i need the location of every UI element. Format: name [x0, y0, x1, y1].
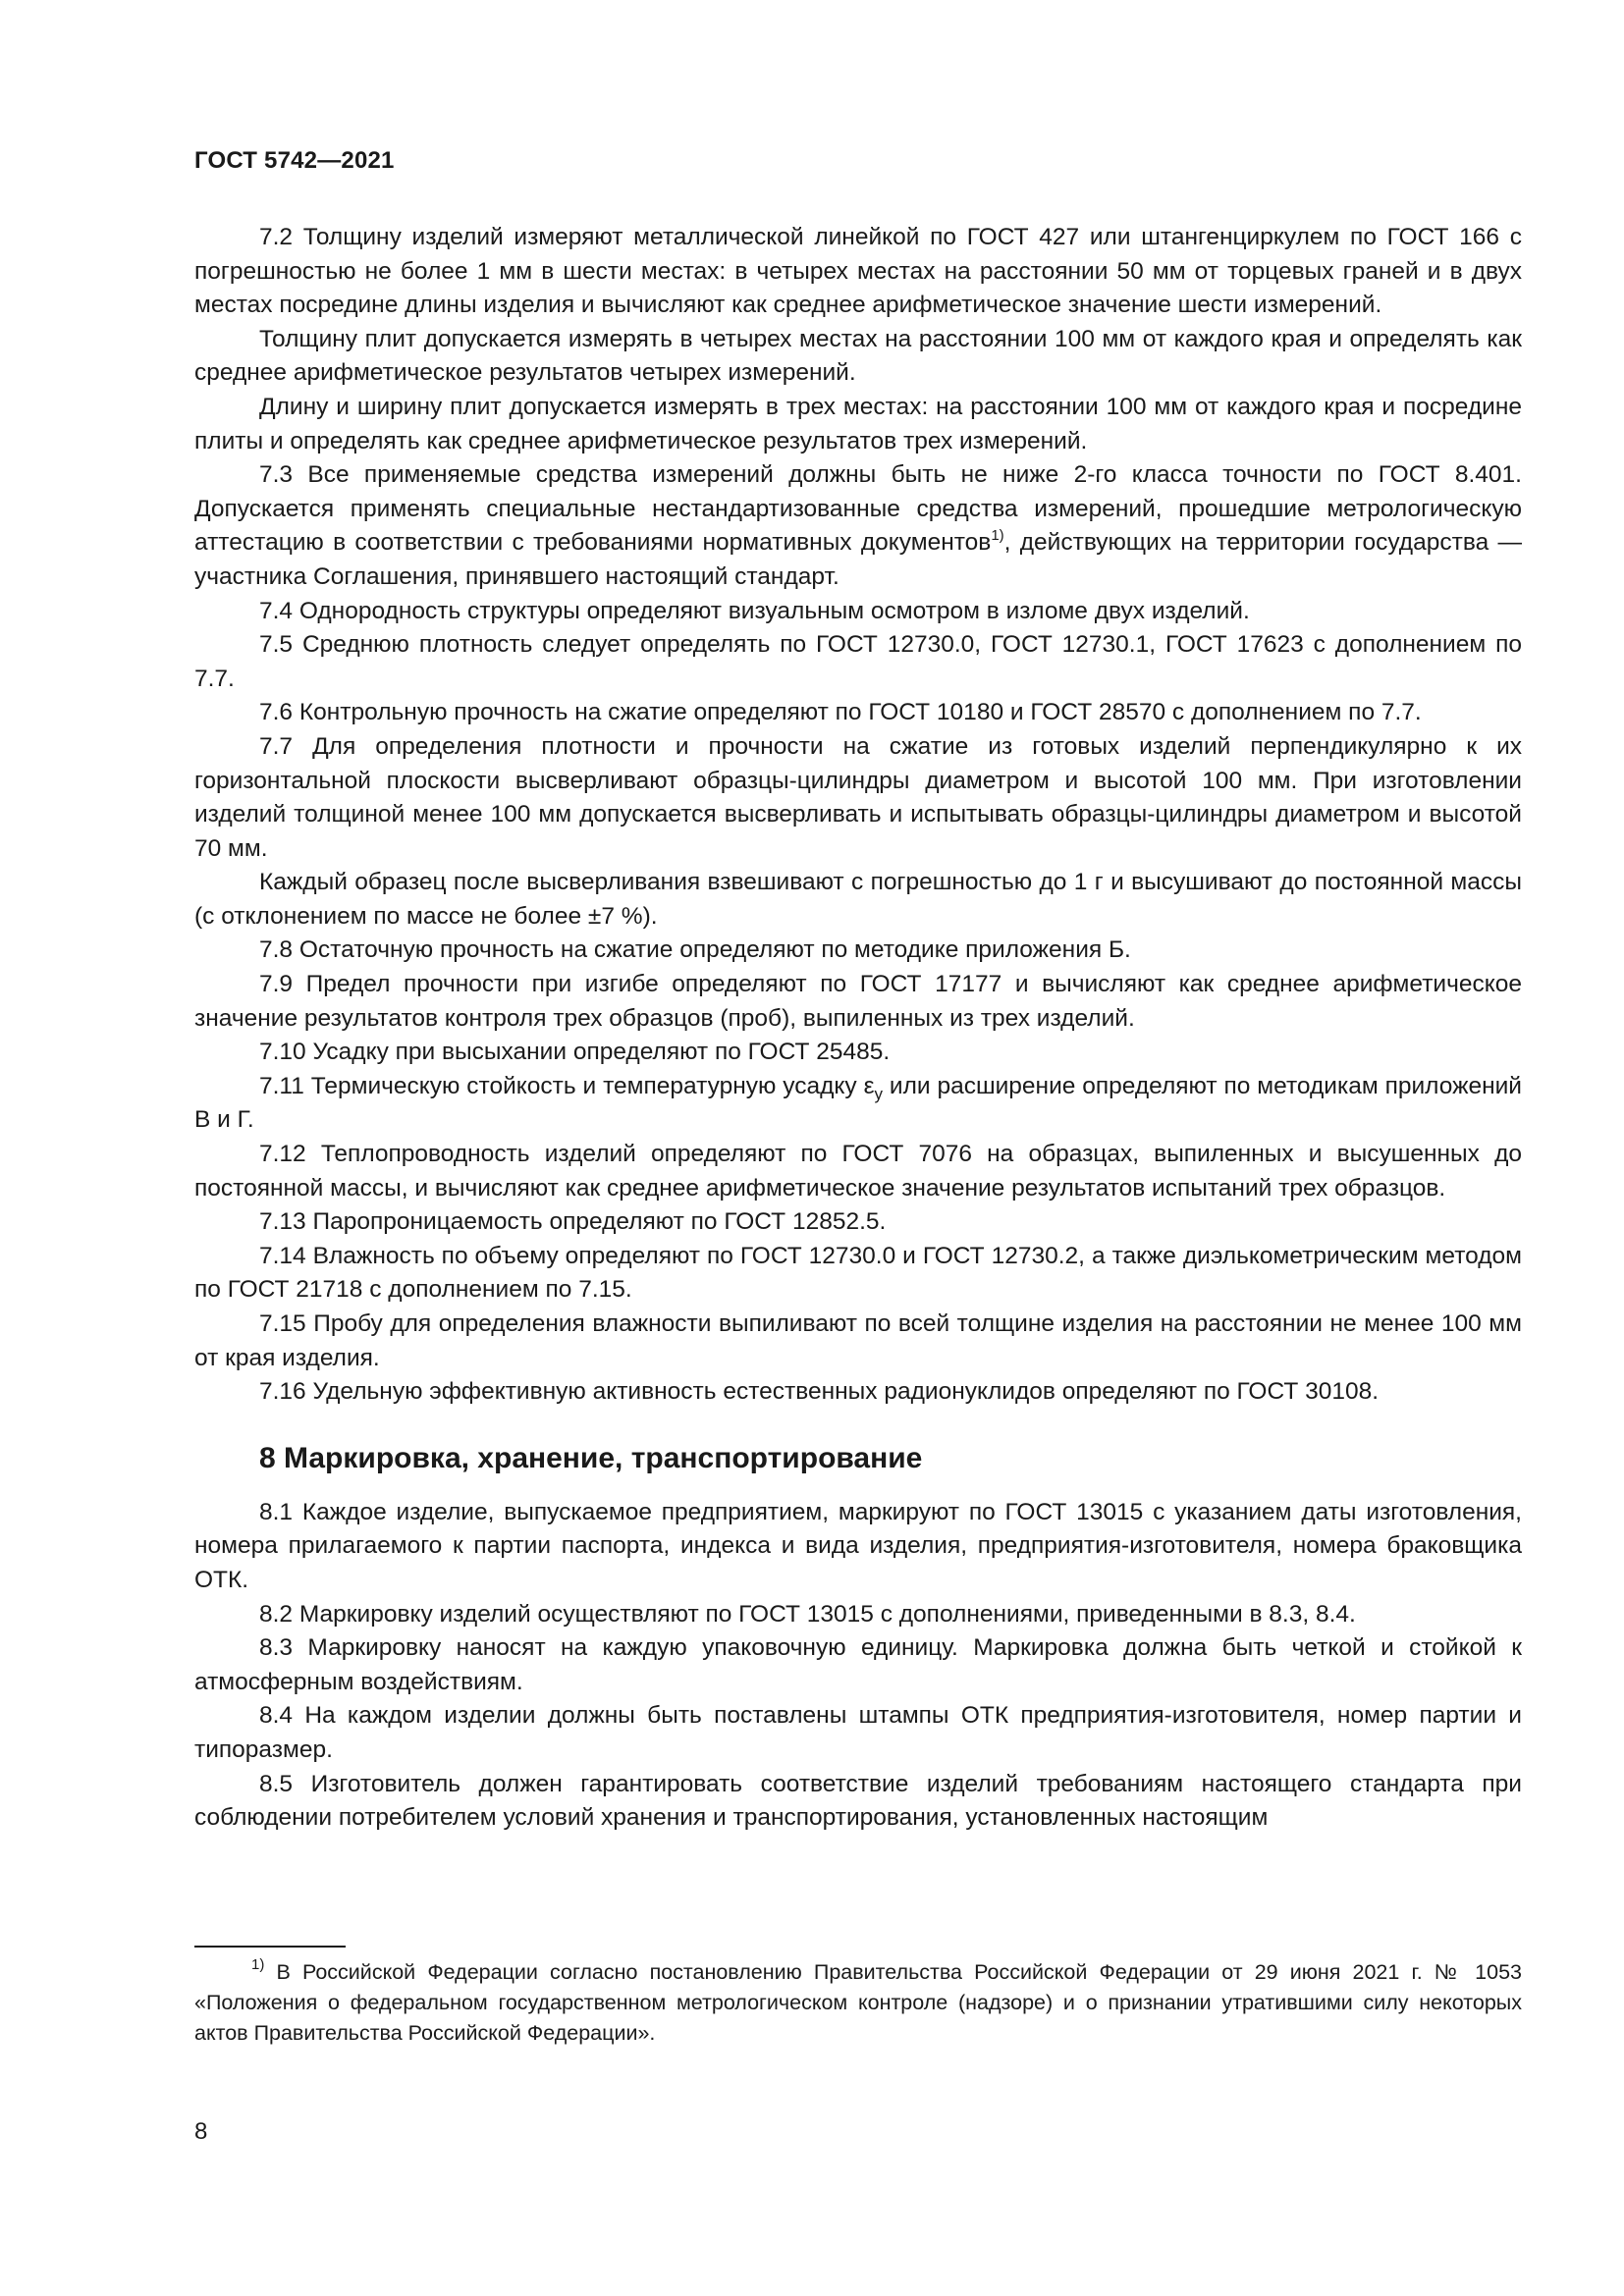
paragraph-8-4: 8.4 На каждом изделии должны быть поставлены штампы ОТК предприятия-изготовителя, номер партии и типоразмер. — [194, 1702, 1522, 1763]
paragraph-7-12: 7.12 Теплопроводность изделий определяют по ГОСТ 7076 на образцах, выпиленных и высушенных до постоянной массы, и вычисляют как среднее арифметическое значение результатов испытаний трех образцов. — [194, 1141, 1522, 1201]
footnote-reference: 1) — [991, 527, 1004, 545]
paragraph-7-6: 7.6 Контрольную прочность на сжатие определяют по ГОСТ 10180 и ГОСТ 28570 с дополнением по 7.7. — [259, 699, 1422, 726]
paragraph-7-9: 7.9 Предел прочности при изгибе определяют по ГОСТ 17177 и вычисляют как среднее арифметическое значение результатов контроля трех образцов (проб), выпиленных из трех изделий. — [194, 971, 1522, 1032]
paragraph-7-2: 7.2 Толщину изделий измеряют металлической линейкой по ГОСТ 427 или штангенциркулем по ГОСТ 166 с погрешностью не более 1 мм в шести местах: в четырех местах на расстоянии 50 мм от торцевых граней и в двух местах посредине длины изделия и вычисляют как среднее арифметическое значение шести измерений. — [194, 224, 1522, 319]
paragraph-7-14: 7.14 Влажность по объему определяют по ГОСТ 12730.0 и ГОСТ 12730.2, а также диэлькометрическим методом по ГОСТ 21718 с дополнением по 7.15. — [194, 1242, 1522, 1304]
paragraph-7-4: 7.4 Однородность структуры определяют визуальным осмотром в изломе двух изделий. — [259, 597, 1250, 624]
paragraph-7-5: 7.5 Среднюю плотность следует определять по ГОСТ 12730.0, ГОСТ 12730.1, ГОСТ 17623 с дополнением по 7.7. — [194, 631, 1522, 692]
footnote — [194, 1957, 1522, 2049]
paragraph-7-11-text-end: или расширение определяют по методикам приложений В и Г. — [194, 1072, 1522, 1134]
footnote-mark: 1) — [251, 1956, 265, 1973]
paragraph-7-8: 7.8 Остаточную прочность на сжатие определяют по методике приложения Б. — [259, 936, 1131, 964]
paragraph-7-3-text-end: , действующих на территории государства — участника Соглашения, принявшего настоящий стандарт. — [194, 529, 1522, 590]
strain-subscript: y — [874, 1084, 883, 1103]
paragraph-8-2: 8.2 Маркировку изделий осуществляют по ГОСТ 13015 с дополнениями, приведенными в 8.3, 8.4. — [259, 1600, 1356, 1628]
paragraph-7-2-length: Длину и ширину плит допускается измерять в трех местах: на расстоянии 100 мм от каждого края и посредине плиты и определять как среднее арифметическое результатов трех измерений. — [194, 393, 1522, 454]
paragraph-8-5: 8.5 Изготовитель должен гарантировать соответствие изделий требованиям настоящего стандарта при соблюдении потребителем условий хранения и транспортирования, установленных настоящим — [194, 1770, 1522, 1832]
body-text — [194, 221, 1522, 1836]
page-header-standard: ГОСТ 5742—2021 — [194, 147, 395, 174]
paragraph-7-15: 7.15 Пробу для определения влажности выпиливают по всей толщине изделия на расстоянии не менее 100 мм от края изделия. — [194, 1310, 1522, 1371]
footnote-1 — [194, 1957, 1522, 2049]
paragraph-7-11-text: 7.11 Термическую стойкость и температурную усадку ε — [259, 1072, 875, 1099]
footnote-text: В Российской Федерации согласно постановлению Правительства Российской Федерации от 29 июня 2021 г. № 1053 «Положения о федеральном государственном метрологическом контроле (надзоре) и о признании утратившими силу некоторых актов Правительства Российской Федерации». — [194, 1960, 1522, 2045]
paragraph-7-2-thickness: Толщину плит допускается измерять в четырех местах на расстоянии 100 мм от каждого края и определять как среднее арифметическое результатов четырех измерений. — [194, 325, 1522, 387]
paragraph-7-13: 7.13 Паропроницаемость определяют по ГОСТ 12852.5. — [259, 1208, 887, 1236]
paragraph-8-1: 8.1 Каждое изделие, выпускаемое предприятием, маркируют по ГОСТ 13015 с указанием даты изготовления, номера прилагаемого к партии паспорта, индекса и вида изделия, предприятия-изготовителя, номера браковщика ОТК. — [194, 1498, 1522, 1593]
paragraph-8-3: 8.3 Маркировку наносят на каждую упаковочную единицу. Маркировка должна быть четкой и стойкой к атмосферным воздействиям. — [194, 1634, 1522, 1695]
paragraph-7-7-weighing: Каждый образец после высверливания взвешивают с погрешностью до 1 г и высушивают до постоянной массы (с отклонением по массе не более ±7 %). — [194, 869, 1522, 930]
page-number: 8 — [194, 2118, 208, 2145]
paragraph-7-7: 7.7 Для определения плотности и прочности на сжатие из готовых изделий перпендикулярно к их горизонтальной плоскости высверливают образцы-цилиндры диаметром и высотой 100 мм. При изготовлении изделий толщиной менее 100 мм допускается высверливать и испытывать образцы-цилиндры диаметром и высотой 70 мм. — [194, 732, 1522, 862]
paragraph-7-3-text: 7.3 Все применяемые средства измерений должны быть не ниже 2-го класса точности по ГОСТ 8.401. Допускается применять специальные нестандартизованные средства измерений, прошедшие метрологическую аттестацию в соответствии с требованиями нормативных документов — [194, 461, 1522, 557]
paragraph-7-11 — [194, 1070, 1522, 1138]
footnote-separator — [194, 1946, 346, 1948]
paragraph-7-10: 7.10 Усадку при высыхании определяют по ГОСТ 25485. — [259, 1039, 891, 1066]
paragraph-7-3 — [194, 458, 1522, 594]
section-8-title: 8 Маркировка, хранение, транспортирование — [259, 1441, 923, 1474]
paragraph-7-16: 7.16 Удельную эффективную активность естественных радионуклидов определяют по ГОСТ 30108. — [259, 1378, 1380, 1406]
